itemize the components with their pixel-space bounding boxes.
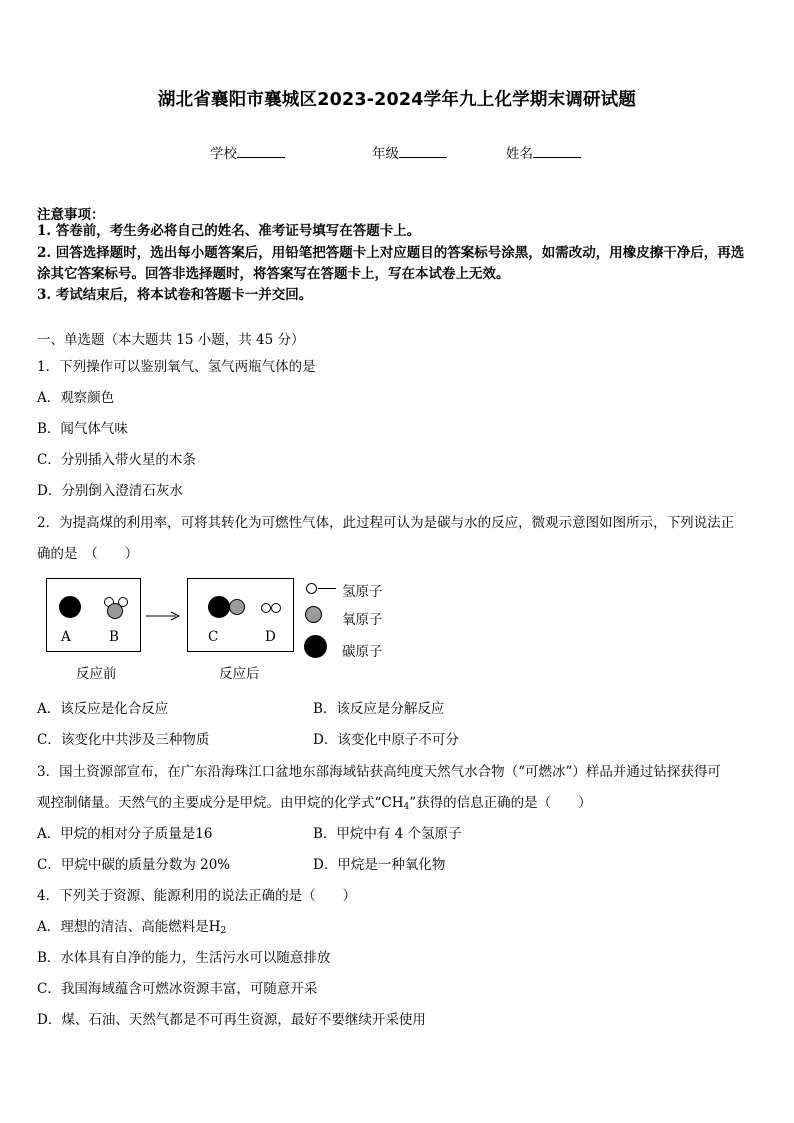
reaction-arrow xyxy=(146,611,182,621)
q2-option-b: B．该反应是分解反应 xyxy=(313,701,445,717)
q4-option-a xyxy=(37,915,226,936)
q4-option-a-text: A．理想的清洁、高能燃料是H xyxy=(37,919,221,935)
legend-hydrogen-label: 氢原子 xyxy=(342,584,383,600)
legend-oxygen-label: 氧原子 xyxy=(342,612,383,628)
notice-item-2: 2. 回答选择题时，选出每小题答案后，用铅笔把答题卡上对应题目的答案标号涂黑，如需改动，用橡皮擦干净后，再选涂其它答案标号。回答非选择题时，将答案写在答题卡上，写在本试卷上无效。 xyxy=(37,245,745,282)
q3-option-b: B．甲烷中有 4 个氢原子 xyxy=(313,826,462,842)
q3-option-a: A．甲烷的相对分子质量是16 xyxy=(37,826,213,842)
name-field xyxy=(506,142,581,162)
school-blank[interactable] xyxy=(237,144,285,158)
q3-stem-pre: 观控制储量。天然气的主要成分是甲烷。由甲烷的化学式“CH xyxy=(37,795,404,811)
q3-option-c: C．甲烷中碳的质量分数为 20% xyxy=(37,857,231,873)
after-box xyxy=(187,578,294,652)
label-c: C xyxy=(208,629,219,645)
hydrogen-atom-d1 xyxy=(261,603,271,613)
school-field xyxy=(210,142,285,162)
q4-stem: 4．下列关于资源、能源利用的说法正确的是（ ） xyxy=(37,888,357,904)
name-blank[interactable] xyxy=(533,144,581,158)
q1-option-b: B．闻气体气味 xyxy=(37,421,128,437)
carbon-atom-a xyxy=(59,596,81,618)
q2-option-a: A．该反应是化合反应 xyxy=(37,701,169,717)
q2-stem-line1: 2．为提高煤的利用率，可将其转化为可燃性气体，此过程可认为是碳与水的反应，微观示意图如图所示，下列说法正 xyxy=(37,515,735,531)
q2-stem-line2: 确的是 （ ） xyxy=(37,546,139,562)
label-d: D xyxy=(265,629,276,645)
grade-field xyxy=(372,142,447,162)
oxygen-atom-b xyxy=(107,603,123,619)
q1-stem: 1．下列操作可以鉴别氧气、氢气两瓶气体的是 xyxy=(37,359,316,375)
before-caption: 反应前 xyxy=(76,666,117,682)
q3-stem-post: ”获得的信息正确的是（ ） xyxy=(409,795,592,811)
before-box xyxy=(46,578,141,652)
legend-carbon-label: 碳原子 xyxy=(342,644,383,660)
after-caption: 反应后 xyxy=(219,666,260,682)
q1-option-d: D．分别倒入澄清石灰水 xyxy=(37,483,183,499)
exam-title: 湖北省襄阳市襄城区2023-2024学年九上化学期末调研试题 xyxy=(157,90,637,110)
section-heading: 一、单选题（本大题共 15 小题，共 45 分） xyxy=(37,332,305,348)
q4-option-a-sub: 2 xyxy=(220,926,227,936)
legend-oxygen-icon xyxy=(305,606,322,623)
legend-carbon-icon xyxy=(304,635,327,658)
notice-item-3: 3. 考试结束后，将本试卷和答题卡一并交回。 xyxy=(37,287,313,303)
q2-option-c: C．该变化中共涉及三种物质 xyxy=(37,732,210,748)
legend-dash xyxy=(318,588,336,589)
name-label: 姓名 xyxy=(506,146,533,162)
carbon-atom-c xyxy=(208,596,230,618)
grade-label: 年级 xyxy=(372,146,399,162)
label-b: B xyxy=(109,629,119,645)
q4-option-b: B．水体具有自净的能力，生活污水可以随意排放 xyxy=(37,950,331,966)
notice-item-1: 1. 答卷前，考生务必将自己的姓名、准考证号填写在答题卡上。 xyxy=(37,223,421,239)
q3-option-d: D．甲烷是一种氧化物 xyxy=(313,857,446,873)
oxygen-atom-c xyxy=(229,599,245,615)
notice-heading: 注意事项： xyxy=(37,207,105,223)
q4-option-d: D．煤、石油、天然气都是不可再生资源，最好不要继续开采使用 xyxy=(37,1012,426,1028)
grade-blank[interactable] xyxy=(399,144,447,158)
legend-hydrogen-icon xyxy=(306,583,317,594)
q3-stem-line1: 3．国土资源部宣布，在广东沿海珠江口盆地东部海域钻获高纯度天然气水合物（“可燃冰”）样品并通过钻探获得可 xyxy=(37,764,721,780)
q1-option-a: A．观察颜色 xyxy=(37,390,115,406)
q1-option-c: C．分别插入带火星的木条 xyxy=(37,452,196,468)
q3-stem-sub: 4 xyxy=(403,802,410,812)
school-label: 学校 xyxy=(210,146,237,162)
q3-stem-line2 xyxy=(37,791,592,812)
q4-option-c: C．我国海域蕴含可燃冰资源丰富，可随意开采 xyxy=(37,981,318,997)
q2-option-d: D．该变化中原子不可分 xyxy=(313,732,459,748)
hydrogen-atom-d2 xyxy=(271,603,281,613)
label-a: A xyxy=(61,629,71,645)
